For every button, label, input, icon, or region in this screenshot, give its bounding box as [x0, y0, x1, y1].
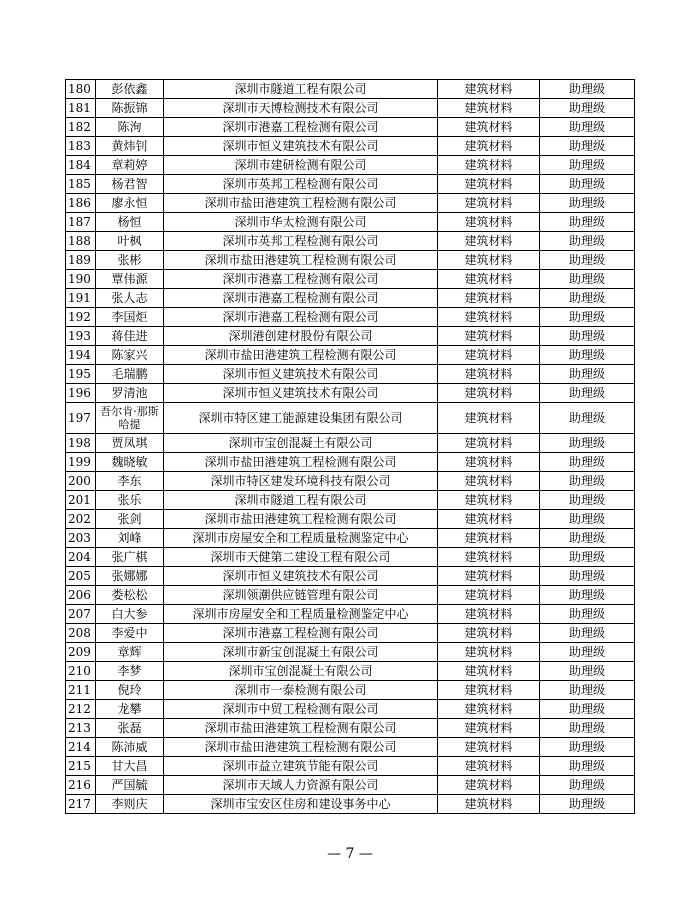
company-cell: 深圳市益立建筑节能有限公司 — [164, 757, 438, 776]
name-cell: 黄炜钊 — [96, 137, 164, 156]
company-cell: 深圳市宝创混凝土有限公司 — [164, 434, 438, 453]
major-cell: 建筑材料 — [438, 453, 540, 472]
major-cell: 建筑材料 — [438, 567, 540, 586]
serial-number-cell: 191 — [66, 289, 96, 308]
major-cell: 建筑材料 — [438, 175, 540, 194]
serial-number-cell: 180 — [66, 80, 96, 99]
company-cell: 深圳市隧道工程有限公司 — [164, 80, 438, 99]
company-cell: 深圳市特区建发环境科技有限公司 — [164, 472, 438, 491]
name-cell: 娄松松 — [96, 586, 164, 605]
serial-number-cell: 215 — [66, 757, 96, 776]
level-cell: 助理级 — [540, 213, 635, 232]
serial-number-cell: 217 — [66, 795, 96, 814]
table-row — [66, 681, 635, 700]
name-cell: 覃伟源 — [96, 270, 164, 289]
table-row — [66, 308, 635, 327]
company-cell: 深圳市华太检测有限公司 — [164, 213, 438, 232]
company-cell: 深圳市房屋安全和工程质量检测鉴定中心 — [164, 529, 438, 548]
serial-number-cell: 196 — [66, 384, 96, 403]
level-cell: 助理级 — [540, 270, 635, 289]
company-cell: 深圳市恒义建筑技术有限公司 — [164, 365, 438, 384]
name-cell: 贾凤琪 — [96, 434, 164, 453]
serial-number-cell: 214 — [66, 738, 96, 757]
major-cell: 建筑材料 — [438, 213, 540, 232]
table-row — [66, 567, 635, 586]
table-row — [66, 700, 635, 719]
table-row — [66, 251, 635, 270]
level-cell: 助理级 — [540, 289, 635, 308]
table-row — [66, 270, 635, 289]
table-row — [66, 384, 635, 403]
level-cell: 助理级 — [540, 738, 635, 757]
major-cell: 建筑材料 — [438, 156, 540, 175]
name-cell: 李梦 — [96, 662, 164, 681]
major-cell: 建筑材料 — [438, 529, 540, 548]
table-row — [66, 327, 635, 346]
level-cell: 助理级 — [540, 251, 635, 270]
major-cell: 建筑材料 — [438, 548, 540, 567]
level-cell: 助理级 — [540, 586, 635, 605]
table-row — [66, 403, 635, 434]
level-cell: 助理级 — [540, 118, 635, 137]
company-cell: 深圳市港嘉工程检测有限公司 — [164, 289, 438, 308]
company-cell: 深圳市宝安区住房和建设事务中心 — [164, 795, 438, 814]
major-cell: 建筑材料 — [438, 738, 540, 757]
table-row — [66, 605, 635, 624]
name-cell: 甘大昌 — [96, 757, 164, 776]
major-cell: 建筑材料 — [438, 251, 540, 270]
level-cell: 助理级 — [540, 567, 635, 586]
level-cell: 助理级 — [540, 776, 635, 795]
level-cell: 助理级 — [540, 700, 635, 719]
table-row — [66, 99, 635, 118]
major-cell: 建筑材料 — [438, 662, 540, 681]
table-row — [66, 156, 635, 175]
company-cell: 深圳市天域人力资源有限公司 — [164, 776, 438, 795]
serial-number-cell: 197 — [66, 403, 96, 434]
level-cell: 助理级 — [540, 99, 635, 118]
company-cell: 深圳市港嘉工程检测有限公司 — [164, 118, 438, 137]
company-cell: 深圳市恒义建筑技术有限公司 — [164, 567, 438, 586]
serial-number-cell: 192 — [66, 308, 96, 327]
serial-number-cell: 199 — [66, 453, 96, 472]
serial-number-cell: 185 — [66, 175, 96, 194]
company-cell: 深圳市盐田港建筑工程检测有限公司 — [164, 453, 438, 472]
table-row — [66, 137, 635, 156]
level-cell: 助理级 — [540, 453, 635, 472]
major-cell: 建筑材料 — [438, 194, 540, 213]
table-row — [66, 719, 635, 738]
name-cell: 魏晓敏 — [96, 453, 164, 472]
level-cell: 助理级 — [540, 548, 635, 567]
level-cell: 助理级 — [540, 434, 635, 453]
level-cell: 助理级 — [540, 662, 635, 681]
level-cell: 助理级 — [540, 156, 635, 175]
level-cell: 助理级 — [540, 643, 635, 662]
company-cell: 深圳市盐田港建筑工程检测有限公司 — [164, 510, 438, 529]
table-row — [66, 586, 635, 605]
major-cell: 建筑材料 — [438, 586, 540, 605]
table-row — [66, 175, 635, 194]
name-cell: 叶枫 — [96, 232, 164, 251]
company-cell: 深圳市港嘉工程检测有限公司 — [164, 624, 438, 643]
serial-number-cell: 213 — [66, 719, 96, 738]
serial-number-cell: 210 — [66, 662, 96, 681]
roster-body — [66, 80, 635, 814]
level-cell: 助理级 — [540, 384, 635, 403]
name-cell: 张彬 — [96, 251, 164, 270]
serial-number-cell: 205 — [66, 567, 96, 586]
serial-number-cell: 181 — [66, 99, 96, 118]
page-number: — 7 — — [327, 846, 373, 862]
table-row — [66, 491, 635, 510]
company-cell: 深圳市英邦工程检测有限公司 — [164, 175, 438, 194]
table-row — [66, 118, 635, 137]
level-cell: 助理级 — [540, 137, 635, 156]
major-cell: 建筑材料 — [438, 327, 540, 346]
table-row — [66, 624, 635, 643]
name-cell: 张乐 — [96, 491, 164, 510]
table-row — [66, 365, 635, 384]
table-row — [66, 510, 635, 529]
company-cell: 深圳市盐田港建筑工程检测有限公司 — [164, 194, 438, 213]
name-cell: 刘峰 — [96, 529, 164, 548]
level-cell: 助理级 — [540, 194, 635, 213]
serial-number-cell: 202 — [66, 510, 96, 529]
name-cell: 严国毓 — [96, 776, 164, 795]
major-cell: 建筑材料 — [438, 472, 540, 491]
name-cell: 李国炬 — [96, 308, 164, 327]
major-cell: 建筑材料 — [438, 384, 540, 403]
serial-number-cell: 188 — [66, 232, 96, 251]
name-cell: 李爱中 — [96, 624, 164, 643]
name-cell: 吾尔肯·那斯哈提 — [96, 403, 164, 434]
company-cell: 深圳市建研检测有限公司 — [164, 156, 438, 175]
serial-number-cell: 186 — [66, 194, 96, 213]
table-row — [66, 213, 635, 232]
table-row — [66, 80, 635, 99]
table-row — [66, 289, 635, 308]
level-cell: 助理级 — [540, 175, 635, 194]
table-row — [66, 453, 635, 472]
name-cell: 陈沛威 — [96, 738, 164, 757]
level-cell: 助理级 — [540, 232, 635, 251]
level-cell: 助理级 — [540, 795, 635, 814]
company-cell: 深圳市天博检测技术有限公司 — [164, 99, 438, 118]
major-cell: 建筑材料 — [438, 624, 540, 643]
major-cell: 建筑材料 — [438, 137, 540, 156]
name-cell: 张人志 — [96, 289, 164, 308]
company-cell: 深圳市盐田港建筑工程检测有限公司 — [164, 251, 438, 270]
major-cell: 建筑材料 — [438, 795, 540, 814]
level-cell: 助理级 — [540, 365, 635, 384]
serial-number-cell: 206 — [66, 586, 96, 605]
name-cell: 李则庆 — [96, 795, 164, 814]
company-cell: 深圳港创建材股份有限公司 — [164, 327, 438, 346]
serial-number-cell: 190 — [66, 270, 96, 289]
major-cell: 建筑材料 — [438, 681, 540, 700]
major-cell: 建筑材料 — [438, 434, 540, 453]
company-cell: 深圳市特区建工能源建设集团有限公司 — [164, 403, 438, 434]
serial-number-cell: 204 — [66, 548, 96, 567]
level-cell: 助理级 — [540, 529, 635, 548]
major-cell: 建筑材料 — [438, 365, 540, 384]
name-cell: 李东 — [96, 472, 164, 491]
table-row — [66, 194, 635, 213]
serial-number-cell: 208 — [66, 624, 96, 643]
company-cell: 深圳市盐田港建筑工程检测有限公司 — [164, 738, 438, 757]
company-cell: 深圳市天健第二建设工程有限公司 — [164, 548, 438, 567]
name-cell: 毛瑞鹏 — [96, 365, 164, 384]
name-cell: 章辉 — [96, 643, 164, 662]
company-cell: 深圳市房屋安全和工程质量检测鉴定中心 — [164, 605, 438, 624]
serial-number-cell: 182 — [66, 118, 96, 137]
major-cell: 建筑材料 — [438, 289, 540, 308]
name-cell: 张剑 — [96, 510, 164, 529]
level-cell: 助理级 — [540, 472, 635, 491]
company-cell: 深圳市新宝创混凝土有限公司 — [164, 643, 438, 662]
name-cell: 杨恒 — [96, 213, 164, 232]
company-cell: 深圳市一泰检测有限公司 — [164, 681, 438, 700]
company-cell: 深圳市恒义建筑技术有限公司 — [164, 384, 438, 403]
table-row — [66, 776, 635, 795]
name-cell: 张娜娜 — [96, 567, 164, 586]
name-cell: 倪玲 — [96, 681, 164, 700]
company-cell: 深圳市隧道工程有限公司 — [164, 491, 438, 510]
name-cell: 龙攀 — [96, 700, 164, 719]
major-cell: 建筑材料 — [438, 491, 540, 510]
major-cell: 建筑材料 — [438, 118, 540, 137]
major-cell: 建筑材料 — [438, 700, 540, 719]
name-cell: 陈振锦 — [96, 99, 164, 118]
serial-number-cell: 211 — [66, 681, 96, 700]
table-row — [66, 738, 635, 757]
table-row — [66, 643, 635, 662]
name-cell: 陈家兴 — [96, 346, 164, 365]
serial-number-cell: 203 — [66, 529, 96, 548]
serial-number-cell: 187 — [66, 213, 96, 232]
serial-number-cell: 200 — [66, 472, 96, 491]
level-cell: 助理级 — [540, 491, 635, 510]
company-cell: 深圳市盐田港建筑工程检测有限公司 — [164, 719, 438, 738]
company-cell: 深圳市恒义建筑技术有限公司 — [164, 137, 438, 156]
serial-number-cell: 183 — [66, 137, 96, 156]
table-row — [66, 757, 635, 776]
major-cell: 建筑材料 — [438, 757, 540, 776]
table-row — [66, 232, 635, 251]
serial-number-cell: 201 — [66, 491, 96, 510]
major-cell: 建筑材料 — [438, 232, 540, 251]
name-cell: 廖永恒 — [96, 194, 164, 213]
table-row — [66, 529, 635, 548]
name-cell: 罗清池 — [96, 384, 164, 403]
major-cell: 建筑材料 — [438, 403, 540, 434]
company-cell: 深圳市宝创混凝土有限公司 — [164, 662, 438, 681]
major-cell: 建筑材料 — [438, 346, 540, 365]
major-cell: 建筑材料 — [438, 270, 540, 289]
name-cell: 陈洵 — [96, 118, 164, 137]
company-cell: 深圳市港嘉工程检测有限公司 — [164, 270, 438, 289]
major-cell: 建筑材料 — [438, 643, 540, 662]
serial-number-cell: 184 — [66, 156, 96, 175]
table-row — [66, 346, 635, 365]
level-cell: 助理级 — [540, 80, 635, 99]
level-cell: 助理级 — [540, 403, 635, 434]
name-cell: 张磊 — [96, 719, 164, 738]
company-cell: 深圳市盐田港建筑工程检测有限公司 — [164, 346, 438, 365]
company-cell: 深圳市中贸工程检测有限公司 — [164, 700, 438, 719]
serial-number-cell: 209 — [66, 643, 96, 662]
level-cell: 助理级 — [540, 624, 635, 643]
level-cell: 助理级 — [540, 327, 635, 346]
level-cell: 助理级 — [540, 757, 635, 776]
level-cell: 助理级 — [540, 605, 635, 624]
company-cell: 深圳领潮供应链管理有限公司 — [164, 586, 438, 605]
major-cell: 建筑材料 — [438, 605, 540, 624]
name-cell: 白大参 — [96, 605, 164, 624]
major-cell: 建筑材料 — [438, 776, 540, 795]
roster-table — [65, 79, 635, 814]
serial-number-cell: 216 — [66, 776, 96, 795]
level-cell: 助理级 — [540, 510, 635, 529]
table-row — [66, 548, 635, 567]
major-cell: 建筑材料 — [438, 308, 540, 327]
level-cell: 助理级 — [540, 308, 635, 327]
major-cell: 建筑材料 — [438, 99, 540, 118]
serial-number-cell: 207 — [66, 605, 96, 624]
serial-number-cell: 194 — [66, 346, 96, 365]
company-cell: 深圳市英邦工程检测有限公司 — [164, 232, 438, 251]
level-cell: 助理级 — [540, 719, 635, 738]
serial-number-cell: 212 — [66, 700, 96, 719]
major-cell: 建筑材料 — [438, 719, 540, 738]
table-row — [66, 662, 635, 681]
level-cell: 助理级 — [540, 346, 635, 365]
table-row — [66, 472, 635, 491]
table-row — [66, 434, 635, 453]
name-cell: 彭依鑫 — [96, 80, 164, 99]
name-cell: 杨君智 — [96, 175, 164, 194]
name-cell: 张广棋 — [96, 548, 164, 567]
major-cell: 建筑材料 — [438, 80, 540, 99]
serial-number-cell: 195 — [66, 365, 96, 384]
name-cell: 蒋佳进 — [96, 327, 164, 346]
name-cell: 章莉婷 — [96, 156, 164, 175]
level-cell: 助理级 — [540, 681, 635, 700]
company-cell: 深圳市港嘉工程检测有限公司 — [164, 308, 438, 327]
serial-number-cell: 198 — [66, 434, 96, 453]
serial-number-cell: 193 — [66, 327, 96, 346]
major-cell: 建筑材料 — [438, 510, 540, 529]
serial-number-cell: 189 — [66, 251, 96, 270]
table-row — [66, 795, 635, 814]
